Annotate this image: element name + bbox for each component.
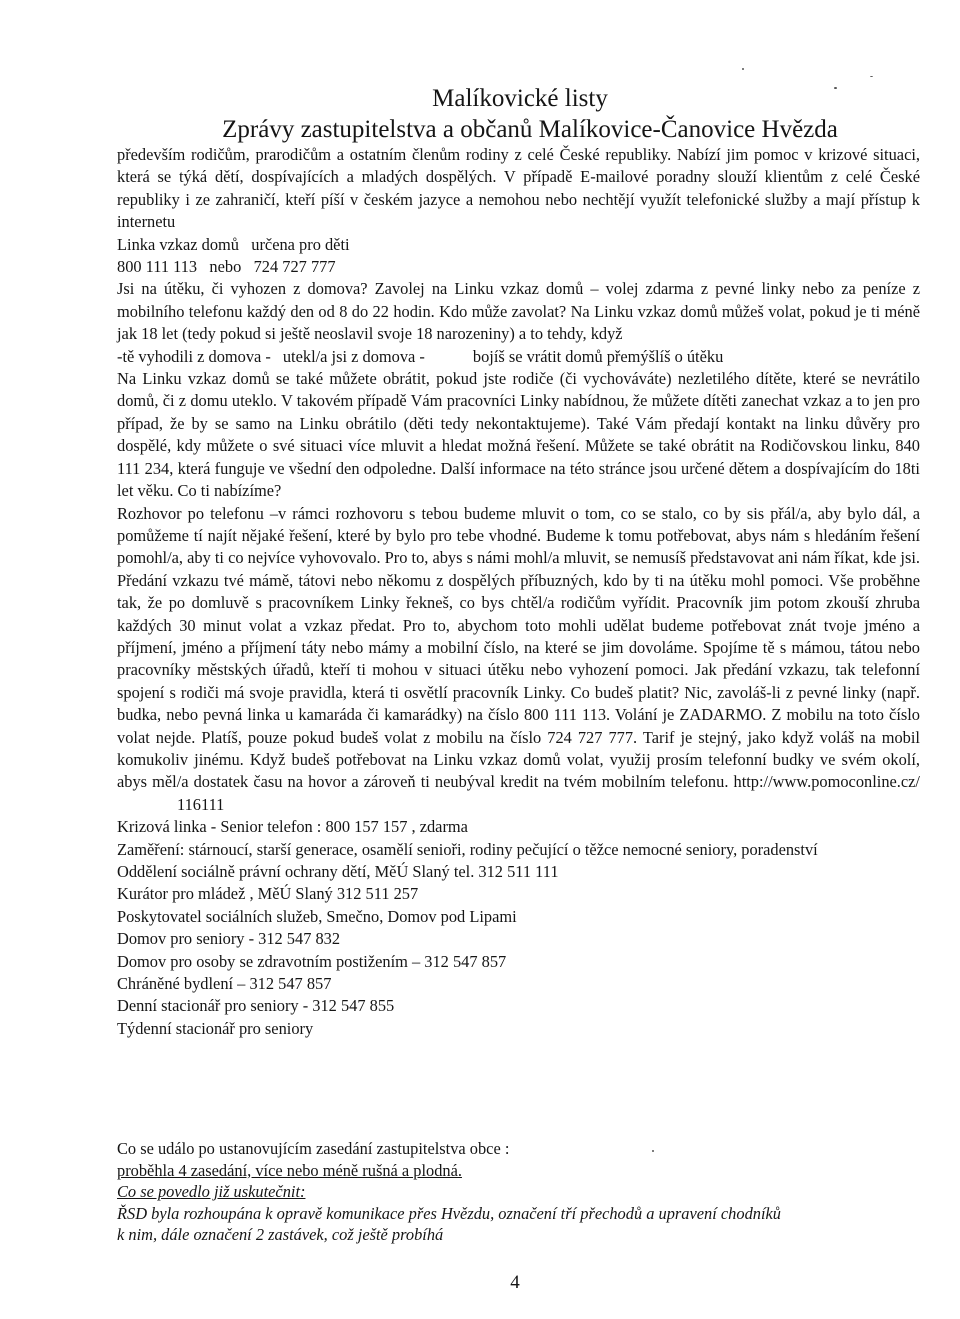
offer-number: 116111 [177,794,225,814]
scan-speck [742,68,744,70]
contact-8: Týdenní stacionář pro seniory [117,1018,314,1038]
helpline-numbers: 800 111 113 nebo 724 727 777 [117,257,336,277]
contact-2: Kurátor pro mládež , MěÚ Slaný 312 511 257 [117,884,419,904]
runaway-paragraph: Jsi na útěku, či vyhozen z domova? Zavolej na Linku vzkaz domů – volej zdarma z pevné linky nebo za peníze z mobilního telefonu každý den od 8 do 22 hodin. Kdo může zavolat? Na Linku vzkaz domů můžeš volat, pokud je ti méně jak 18 let (tedy pokud si ještě neoslavil svoje 18 narozeniny) a to tehdy, když [117,279,920,344]
contact-3: Poskytovatel sociálních služeb, Smečno, Domov pod Lipami [117,906,517,926]
page-number: 4 [510,1272,520,1293]
newsletter-subtitle: Zprávy zastupitelstva a občanů Malíkovice-Čanovice Hvězda [222,116,838,143]
offer-paragraph [117,503,920,817]
reason-ran-away: utekl/a jsi z domova - [282,346,425,366]
parents-paragraph: Na Linku vzkaz domů se také můžete obrátit, pokud jste rodiče (či vychováváte) nezletilého dítěte, které se nevrátilo domů, či z domu uteklo. V takovém případě Vám pracovníci Linky nabídnou, že můžete dítěti zanechat vzkaz a to jen pro případ, že by se samo na Linku obrátilo (děti tedy nekontaktujeme). Také Vám předají kontakt na linku důvěry pro dospělé, kdy můžete o své situaci více mluvit a hledat možná řešení. Můžete se také obrátit na Rodičovskou linku, 840 111 234, která funguje ve všední den odpoledne. Další informace na této stránce jsou určené dětem a dospívajícím do 18ti let věku. Co ti nabízíme? [117,369,920,501]
done-heading: Co se povedlo již uskutečnit: [117,1182,306,1202]
senior-helpline: Krizová linka - Senior telefon : 800 157 157 , zdarma [117,817,468,837]
council-section [117,1138,937,1246]
offer-text: Rozhovor po telefonu –v rámci rozhovoru s tebou budeme mluvit o tom, co se stalo, co by sis přál/a, aby bylo dál, a pomůžeme tí najít nějaké řešení, které by bylo pro tebe vhodné. Budeme k tomu potřebovat, abys nám s hledáním řešení pomohl/a, aby ti co nejvíce vyhovovalo. Pro to, abys s námi mohl/a mluvit, se nemusíš představovat ani nám říkat, kde jsi. Předání vzkazu tvé mámě, tátovi nebo někomu z dospělých příbuzných, kdo by ti na útěku mohl pomoci. Vše proběhne tak, že po domluvě s pracovníkem Linky řekneš, co bys chtěl/a rodičům vyřídit. Pracovník jim potom zkouší zhruba každých 30 minut volat a vzkaz předat. Pro to, abychom toto mohli udělat budeme potřebovat znát tvoje jméno a příjmení, jméno a příjmení táty nebo mámy a mobilní číslo, na které se jim dovoláme. Spojíme tě s mámou, tátou nebo pracovníky městských úřadů, kteří ti mohou v situaci útěku nebo vyhození pomoci. Jak předání vzkazu, tak telefonní spojení s rodiči má svoje pravidla, která ti osvětlí pracovník Linky. Co budeš platit? Nic, zavoláš-li z pevné linky (např. budka, nebo pevná linka u kamaráda či kamarádky) na číslo 800 111 113. Volání je ZADARMO. Z mobilu na toto číslo volat nejde. Platíš, pouze pokud budeš volat z mobilu na číslo 724 727 777. Tarif je stejný, jako když voláš na mobil komukoliv jinému. Když budeš potřebovat na Linku vzkaz domů volat, využij prosím telefonní budky ve svém okolí, abys měl/a dostatek času na hovor a zároveň ti neubýval kredit na tvém mobilním telefonu. http://www.pomoconline.cz/ [117,503,921,792]
contact-4: Domov pro seniory - 312 547 832 [117,929,341,949]
scan-speck [652,1150,654,1152]
scan-speck [834,87,837,89]
done-text-1: ŘSD byla rozhoupána k opravě komunikace přes Hvězdu, označení tří přechodů a upravení chodníků [117,1203,781,1223]
reasons-list [117,346,920,368]
scan-speck [870,76,873,77]
contact-7: Denní stacionář pro seniory - 312 547 855 [117,996,395,1016]
newsletter-title: Malíkovické listy [432,85,608,112]
council-meetings: proběhla 4 zasedání, více nebo méně rušná a plodná. [117,1160,462,1180]
helpline-name: Linka vzkaz domů určena pro děti [117,234,350,254]
intro-paragraph: především rodičům, prarodičům a ostatním členům rodiny z celé České republiky. Nabízí jim pomoc v krizové situaci, která se týká dětí, dospívajících a mladých dospělých. V případě E-mailové poradny slouží klientům z celé České republiky i ze zahraničí, kteří píší v českém jazyce a nemohou nebo nechtějí využít telefonické služby a mají přístup k internetu [117,145,920,232]
contact-5: Domov pro osoby se zdravotním postižením – 312 547 857 [117,951,507,971]
contact-6: Chráněné bydlení – 312 547 857 [117,974,332,994]
done-text-2: k nim, dále označení 2 zastávek, což ještě probíhá [117,1225,444,1245]
council-question: Co se událo po ustanovujícím zasedání zastupitelstva obce : [117,1139,510,1158]
reason-afraid: bojíš se vrátit domů přemýšlíš o útěku [472,346,724,366]
senior-focus: Zaměření: stárnoucí, starší generace, osamělí senioři, rodiny pečující o těžce nemocné seniory, poradenství [117,839,818,859]
reason-kicked-out: -tě vyhodili z domova - [117,346,271,366]
contact-1: Oddělení sociálně právní ochrany dětí, MěÚ Slaný tel. 312 511 111 [117,862,559,881]
article-body [117,144,920,1040]
